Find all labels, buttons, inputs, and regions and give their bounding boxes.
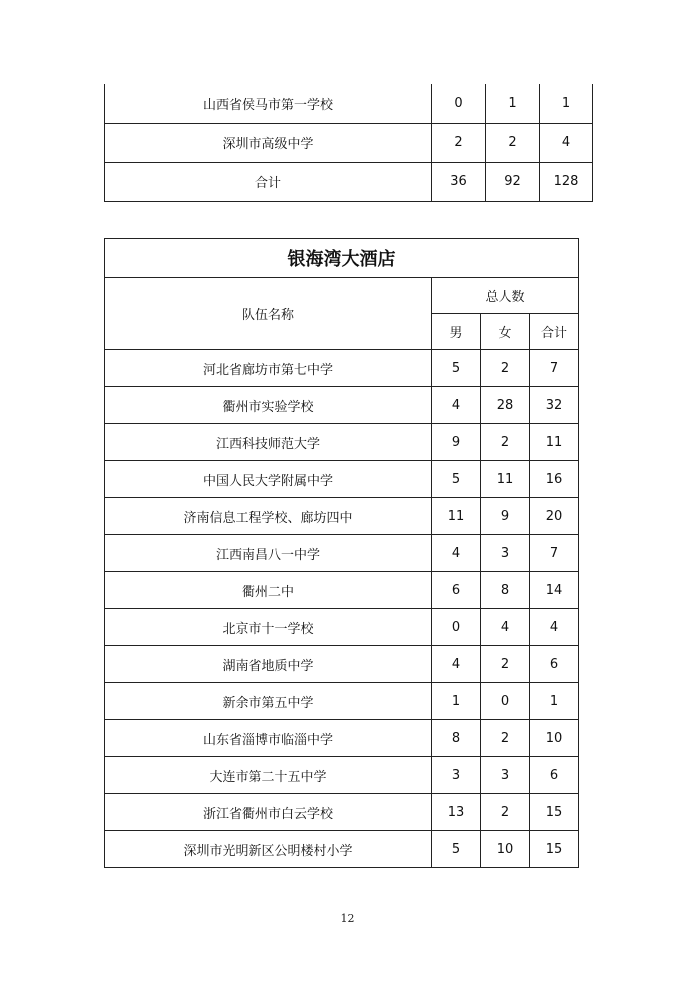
- female-count-cell: 2: [481, 794, 530, 831]
- male-count-cell: 8: [432, 720, 481, 757]
- team-name-cell: 江西科技师范大学: [105, 424, 432, 461]
- female-count-cell: 28: [481, 387, 530, 424]
- total-count-cell: 15: [530, 794, 579, 831]
- male-count-cell: 0: [432, 609, 481, 646]
- team-name-cell: 江西南昌八一中学: [105, 535, 432, 572]
- total-count-cell: 1: [530, 683, 579, 720]
- total-count-cell: 4: [530, 609, 579, 646]
- total-header: 合计: [530, 314, 579, 350]
- table-row: [105, 720, 579, 757]
- team-name-cell: 山东省淄博市临淄中学: [105, 720, 432, 757]
- hotel-team-table: [104, 238, 579, 868]
- male-count-cell: 13: [432, 794, 481, 831]
- table-row: [105, 794, 579, 831]
- male-count-cell: 1: [432, 683, 481, 720]
- female-count-cell: 0: [481, 683, 530, 720]
- total-count-cell: 128: [540, 162, 593, 201]
- male-count-cell: 36: [432, 162, 486, 201]
- female-count-cell: 92: [486, 162, 540, 201]
- total-count-cell: 32: [530, 387, 579, 424]
- male-count-cell: 3: [432, 757, 481, 794]
- female-count-cell: 3: [481, 535, 530, 572]
- total-count-cell: 7: [530, 350, 579, 387]
- female-count-cell: 3: [481, 757, 530, 794]
- male-header: 男: [432, 314, 481, 350]
- team-name-cell: 衢州二中: [105, 572, 432, 609]
- total-count-cell: 6: [530, 646, 579, 683]
- total-count-cell: 20: [530, 498, 579, 535]
- table-row: [105, 683, 579, 720]
- table-row: [105, 609, 579, 646]
- team-name-cell: 深圳市高级中学: [105, 123, 432, 162]
- male-count-cell: 9: [432, 424, 481, 461]
- male-count-cell: 11: [432, 498, 481, 535]
- table-row: [105, 350, 579, 387]
- table-row: [105, 572, 579, 609]
- male-count-cell: 6: [432, 572, 481, 609]
- table-row: [105, 461, 579, 498]
- female-count-cell: 11: [481, 461, 530, 498]
- total-count-cell: 1: [540, 84, 593, 123]
- team-name-header: 队伍名称: [105, 278, 432, 350]
- total-count-cell: 6: [530, 757, 579, 794]
- female-count-cell: 1: [486, 84, 540, 123]
- total-people-header: 总人数: [432, 278, 579, 314]
- male-count-cell: 4: [432, 646, 481, 683]
- female-count-cell: 8: [481, 572, 530, 609]
- total-count-cell: 10: [530, 720, 579, 757]
- female-count-cell: 2: [481, 720, 530, 757]
- total-count-cell: 11: [530, 424, 579, 461]
- total-count-cell: 7: [530, 535, 579, 572]
- male-count-cell: 5: [432, 831, 481, 868]
- table-row: [105, 387, 579, 424]
- hotel-title: 银海湾大酒店: [105, 239, 579, 278]
- table-row: [105, 123, 593, 162]
- male-count-cell: 5: [432, 350, 481, 387]
- team-name-cell: 河北省廊坊市第七中学: [105, 350, 432, 387]
- male-count-cell: 4: [432, 387, 481, 424]
- total-count-cell: 14: [530, 572, 579, 609]
- male-count-cell: 2: [432, 123, 486, 162]
- table-row: [105, 757, 579, 794]
- female-header: 女: [481, 314, 530, 350]
- page-number: 12: [340, 912, 355, 925]
- team-name-cell: 北京市十一学校: [105, 609, 432, 646]
- male-count-cell: 5: [432, 461, 481, 498]
- team-name-cell: 山西省侯马市第一学校: [105, 84, 432, 123]
- team-name-cell: 新余市第五中学: [105, 683, 432, 720]
- total-count-cell: 4: [540, 123, 593, 162]
- team-name-cell: 合计: [105, 162, 432, 201]
- table-row: [105, 646, 579, 683]
- female-count-cell: 4: [481, 609, 530, 646]
- team-name-cell: 湖南省地质中学: [105, 646, 432, 683]
- team-name-cell: 深圳市光明新区公明楼村小学: [105, 831, 432, 868]
- female-count-cell: 2: [481, 350, 530, 387]
- table-row: [105, 84, 593, 123]
- male-count-cell: 0: [432, 84, 486, 123]
- table-row: [105, 498, 579, 535]
- table-row: [105, 831, 579, 868]
- team-name-cell: 中国人民大学附属中学: [105, 461, 432, 498]
- team-name-cell: 济南信息工程学校、廊坊四中: [105, 498, 432, 535]
- male-count-cell: 4: [432, 535, 481, 572]
- female-count-cell: 10: [481, 831, 530, 868]
- team-name-cell: 大连市第二十五中学: [105, 757, 432, 794]
- total-count-cell: 16: [530, 461, 579, 498]
- female-count-cell: 9: [481, 498, 530, 535]
- table-row: [105, 162, 593, 201]
- table-row: [105, 424, 579, 461]
- team-name-cell: 浙江省衢州市白云学校: [105, 794, 432, 831]
- continued-team-table: [104, 84, 593, 202]
- female-count-cell: 2: [481, 646, 530, 683]
- team-name-cell: 衢州市实验学校: [105, 387, 432, 424]
- total-count-cell: 15: [530, 831, 579, 868]
- female-count-cell: 2: [481, 424, 530, 461]
- female-count-cell: 2: [486, 123, 540, 162]
- table-row: [105, 535, 579, 572]
